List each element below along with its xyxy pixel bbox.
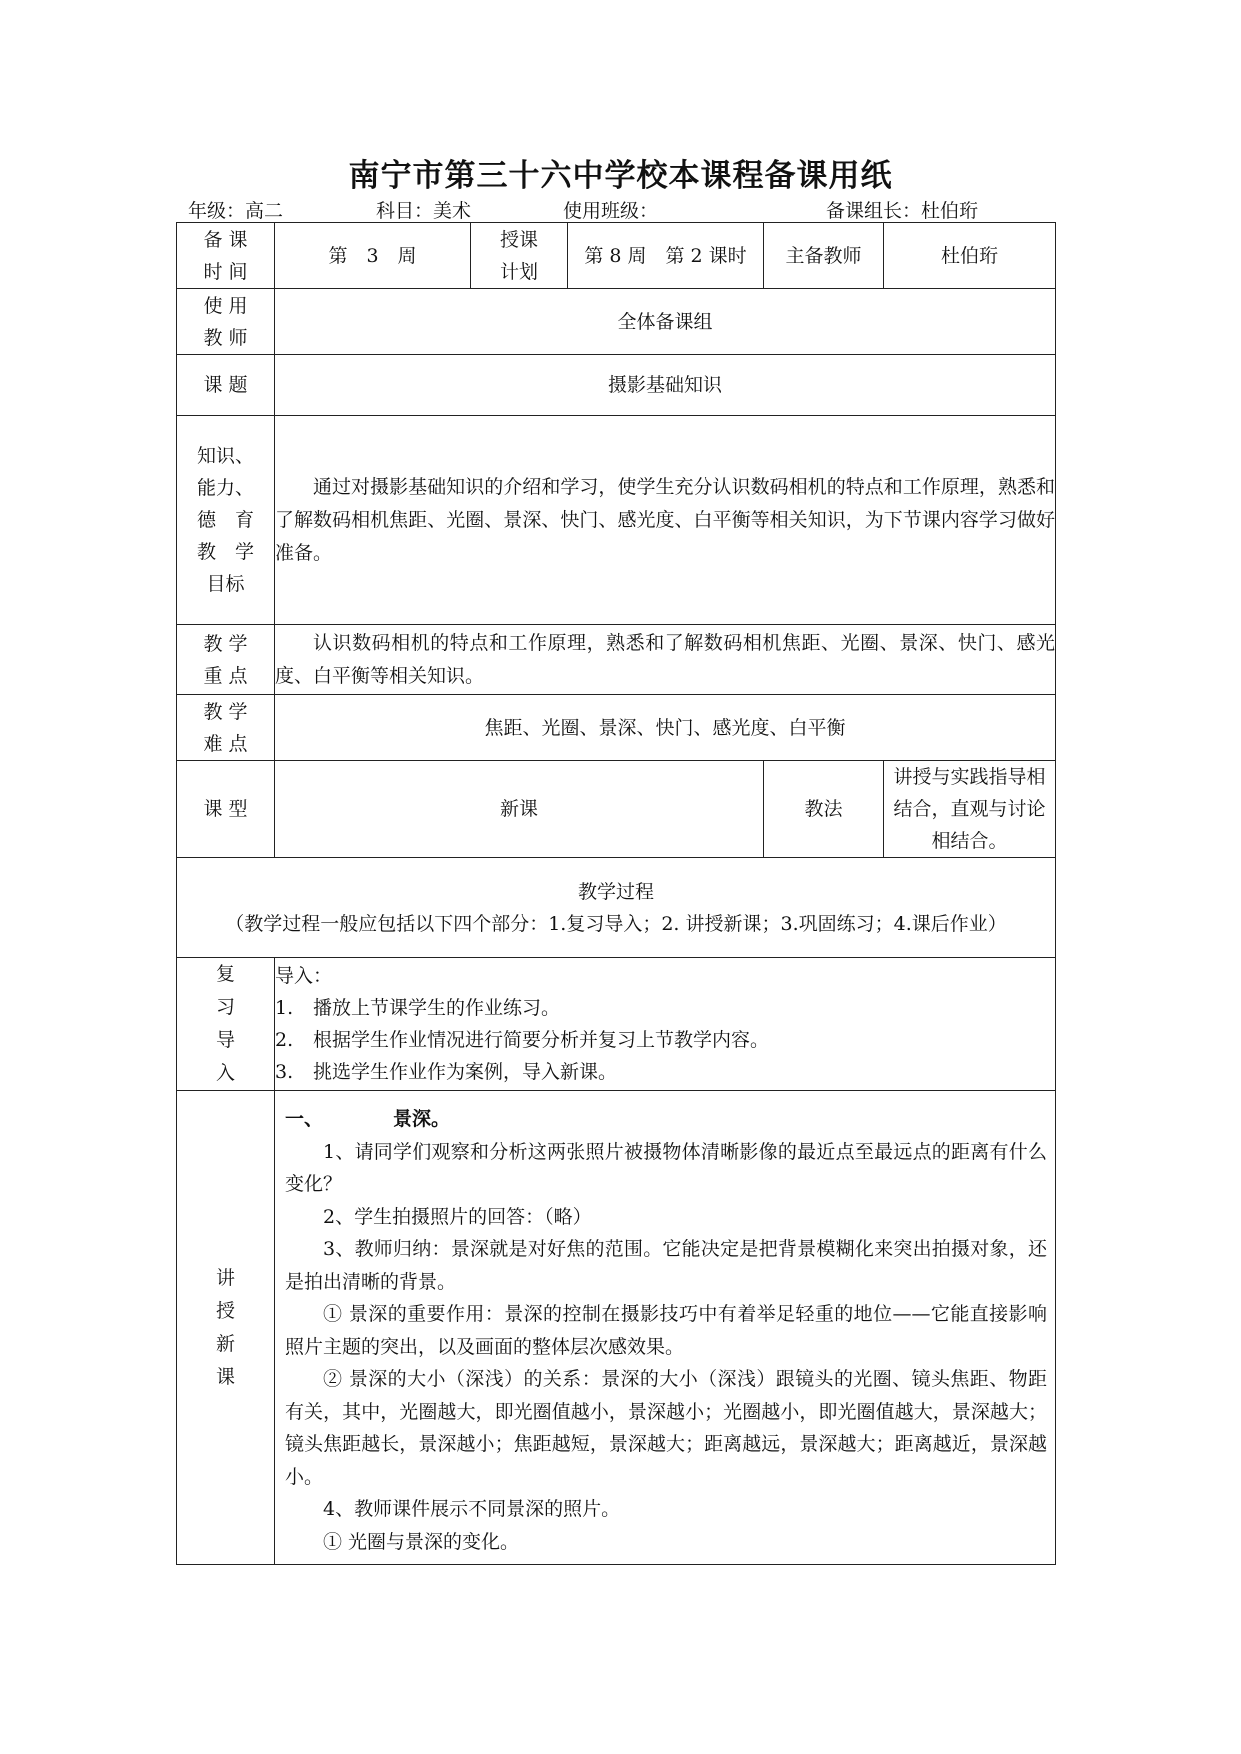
review-intro: 导入： <box>275 965 333 987</box>
review-label-char4: 入 <box>215 1062 235 1084</box>
plan-label <box>471 223 568 289</box>
key-points-value: 认识数码相机的特点和工作原理，熟悉和了解数码相机焦距、光圈、景深、快门、感光度、白平衡等相关知识。 <box>275 625 1056 695</box>
paragraph: ① 景深的重要作用：景深的控制在摄影技巧中有着举足轻重的地位——它能直接影响照片主题的突出，以及画面的整体层次感效果。 <box>285 1303 1048 1358</box>
leader-field: 备课组长：杜伯珩 <box>826 200 979 222</box>
new-lesson-label-char3: 新 <box>215 1332 235 1355</box>
topic-row <box>177 355 1056 416</box>
prep-time-row <box>177 223 1056 289</box>
key-points-label-line2: 重 点 <box>203 664 248 687</box>
goals-row <box>177 416 1056 625</box>
list-item <box>275 992 1055 1024</box>
new-lesson-label <box>177 1091 275 1565</box>
plan-label-line1: 授课 <box>499 228 538 251</box>
difficulties-label-line2: 难 点 <box>203 732 248 755</box>
list-item-text: 挑选学生作业作为案例，导入新课。 <box>313 1061 618 1083</box>
goals-label-line3: 德 育 <box>196 509 254 531</box>
paragraph: 3、教师归纳：景深就是对好焦的范围。它能决定是把背景模糊化来突出拍摄对象，还是拍出清晰的背景。 <box>285 1238 1048 1293</box>
review-content <box>275 958 1056 1091</box>
process-header-row <box>177 858 1056 958</box>
goals-label-line4: 教 学 <box>196 541 254 563</box>
users-row <box>177 289 1056 355</box>
week-value: 第 3 周 <box>275 223 471 289</box>
goals-label-line2: 能力、 <box>196 477 254 499</box>
key-points-label-line1: 教 学 <box>203 632 248 655</box>
list-item-number: 2. <box>275 1029 294 1051</box>
topic-label: 课 题 <box>177 355 275 416</box>
new-lesson-content <box>275 1091 1056 1565</box>
key-points-row <box>177 625 1056 695</box>
paragraph: 2、学生拍摄照片的回答：（略） <box>323 1205 592 1228</box>
plan-label-line2: 计划 <box>499 260 538 283</box>
review-label <box>177 958 275 1091</box>
review-label-char3: 导 <box>215 1029 235 1051</box>
list-item-number: 1. <box>275 997 294 1019</box>
new-lesson-row <box>177 1091 1056 1565</box>
difficulties-row <box>177 695 1056 761</box>
goals-label <box>177 416 275 625</box>
list-item <box>275 1056 1055 1088</box>
goals-label-line1: 知识、 <box>196 445 254 467</box>
main-teacher-value: 杜伯珩 <box>884 223 1056 289</box>
users-label <box>177 289 275 355</box>
review-label-char2: 习 <box>215 996 235 1018</box>
section-heading-number: 一、 <box>285 1108 324 1130</box>
prep-time-label-line2: 时 间 <box>203 260 248 283</box>
users-value: 全体备课组 <box>275 289 1056 355</box>
key-points-label <box>177 625 275 695</box>
goals-label-line5: 目标 <box>206 573 245 595</box>
review-label-char1: 复 <box>215 963 235 985</box>
list-item <box>275 1024 1055 1056</box>
lesson-plan-table <box>176 222 1056 1565</box>
lesson-type-row <box>177 761 1056 858</box>
grade-field: 年级：高二 <box>188 200 284 222</box>
users-label-line1: 使 用 <box>203 294 248 317</box>
users-label-line2: 教 师 <box>203 326 248 349</box>
paragraph: 4、教师课件展示不同景深的照片。 <box>323 1498 621 1520</box>
difficulties-label-line1: 教 学 <box>203 700 248 723</box>
new-lesson-label-char4: 课 <box>215 1365 235 1388</box>
main-teacher-label: 主备教师 <box>764 223 884 289</box>
paragraph: 1、请同学们观察和分析这两张照片被摄物体清晰影像的最近点至最远点的距离有什么变化？ <box>285 1140 1048 1195</box>
process-title: 教学过程 <box>578 880 655 903</box>
difficulties-value: 焦距、光圈、景深、快门、感光度、白平衡 <box>275 695 1056 761</box>
new-lesson-label-char1: 讲 <box>215 1266 235 1289</box>
lesson-type-value: 新课 <box>275 761 764 858</box>
prep-time-label <box>177 223 275 289</box>
review-row <box>177 958 1056 1091</box>
list-item-number: 3. <box>275 1061 294 1083</box>
section-heading <box>285 1103 1047 1136</box>
process-note: （教学过程一般应包括以下四个部分：1.复习导入；2. 讲授新课；3.巩固练习；4.课后作业） <box>225 912 1007 935</box>
subject-field: 科目：美术 <box>376 200 472 222</box>
plan-value: 第 8 周 第 2 课时 <box>568 223 764 289</box>
paragraph: ① 光圈与景深的变化。 <box>323 1530 520 1553</box>
prep-time-label-line1: 备 课 <box>203 228 248 251</box>
paragraph: ② 景深的大小（深浅）的关系：景深的大小（深浅）跟镜头的光圈、镜头焦距、物距有关，其中，光圈越大，即光圈值越小，景深越小；光圈越小，即光圈值越大，景深越大；镜头焦距越长，景深越小；焦距越短，景深越大；距离越远，景深越大；距离越近，景深越小。 <box>285 1368 1048 1488</box>
process-header <box>177 858 1056 958</box>
section-heading-text: 景深。 <box>393 1108 451 1130</box>
lesson-type-label: 课 型 <box>177 761 275 858</box>
list-item-text: 播放上节课学生的作业练习。 <box>313 997 561 1019</box>
difficulties-label <box>177 695 275 761</box>
page-title: 南宁市第三十六中学校本课程备课用纸 <box>348 158 893 194</box>
topic-value: 摄影基础知识 <box>275 355 1056 416</box>
class-field: 使用班级： <box>563 200 659 222</box>
method-value: 讲授与实践指导相结合，直观与讨论相结合。 <box>884 761 1056 858</box>
new-lesson-label-char2: 授 <box>215 1299 235 1322</box>
list-item-text: 根据学生作业情况进行简要分析并复习上节教学内容。 <box>313 1029 770 1051</box>
method-label: 教法 <box>764 761 884 858</box>
goals-value: 通过对摄影基础知识的介绍和学习，使学生充分认识数码相机的特点和工作原理，熟悉和了解数码相机焦距、光圈、景深、快门、感光度、白平衡等相关知识，为下节课内容学习做好准备。 <box>275 416 1056 625</box>
